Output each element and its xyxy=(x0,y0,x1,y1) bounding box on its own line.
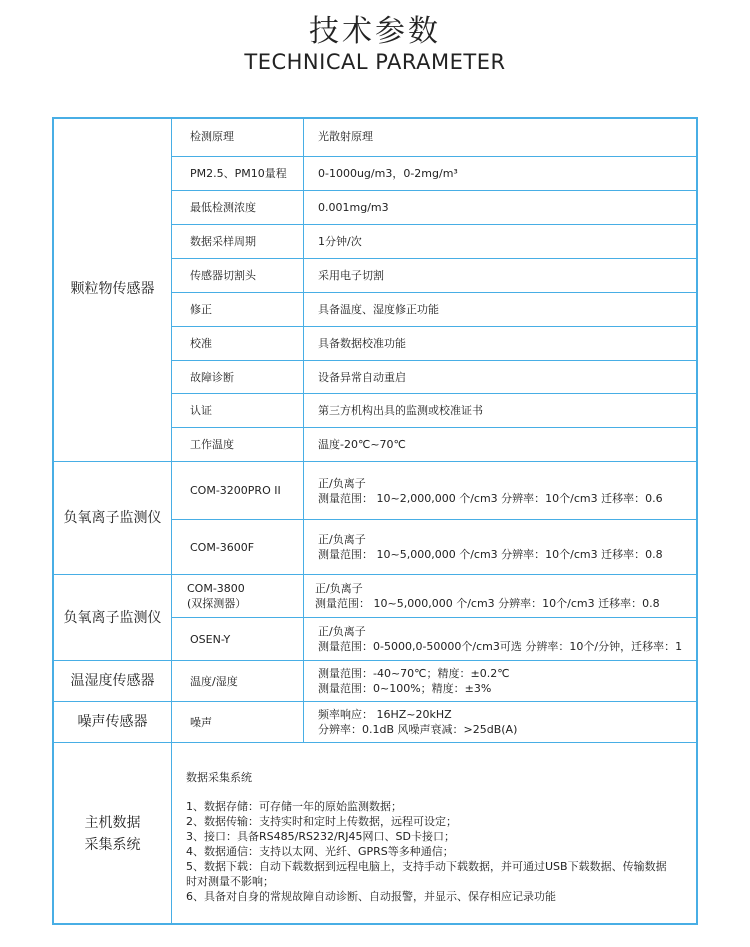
device-model: COM-3800 xyxy=(187,582,245,595)
value-line: 正/负离子 xyxy=(315,582,363,595)
param-name: COM-3600F xyxy=(190,540,255,554)
param-name: COM-3200PRO II xyxy=(190,484,281,497)
host-item: 2、数据传输：支持实时和定时上传数据，远程可设定； xyxy=(186,815,457,828)
param-value xyxy=(318,520,663,574)
param-name: PM2.5、PM10量程 xyxy=(190,167,287,180)
param-value: 光散射原理 xyxy=(318,130,373,143)
category-noise: 噪声传感器 xyxy=(77,714,148,730)
value-line: 测量范围： 10~2,000,000 个/cm3 分辨率：10个/cm3 迁移率：0.6 xyxy=(318,491,663,505)
host-item: 4、数据通信：支持以太网、光纤、GPRS等多种通信； xyxy=(186,845,454,858)
param-value xyxy=(318,661,510,701)
param-name xyxy=(187,575,246,617)
value-line: 正/负离子 xyxy=(318,625,366,638)
host-item: 3、接口：具备RS485/RS232/RJ45网口、SD卡接口； xyxy=(186,830,455,843)
param-name: 校准 xyxy=(190,337,212,350)
page-subtitle: TECHNICAL PARAMETER xyxy=(244,50,506,74)
value-line: 正/负离子 xyxy=(318,533,366,546)
param-value xyxy=(318,618,682,660)
category-host-system xyxy=(54,743,171,925)
param-value xyxy=(318,462,663,519)
param-name: 数据采样周期 xyxy=(190,235,256,248)
param-value: 温度-20℃~70℃ xyxy=(318,438,406,451)
host-item: 6、具备对自身的常规故障自动诊断、自动报警，并显示、保存相应记录功能 xyxy=(186,890,556,903)
param-value: 0-1000ug/m3，0-2mg/m³ xyxy=(318,167,458,180)
value-line: 测量范围：0~100%；精度：±3% xyxy=(318,682,492,695)
param-value: 具备数据校准功能 xyxy=(318,337,406,350)
param-name: 检测原理 xyxy=(190,130,234,143)
value-line: 分辨率：0.1dB 风噪声衰减：>25dB(A) xyxy=(318,723,518,736)
device-note: (双探测器） xyxy=(187,597,247,610)
param-name: 修正 xyxy=(190,303,212,316)
value-line: 测量范围： 10~5,000,000 个/cm3 分辨率：10个/cm3 迁移率：0.8 xyxy=(318,548,663,561)
param-value: 第三方机构出具的监测或校准证书 xyxy=(318,404,483,417)
category-anion-2: 负氧离子监测仪 xyxy=(63,609,162,626)
host-item: 时对测量不影响； xyxy=(186,875,274,888)
param-value: 采用电子切割 xyxy=(318,269,384,282)
param-value: 0.001mg/m3 xyxy=(318,201,389,214)
param-value: 设备异常自动重启 xyxy=(318,370,406,384)
value-line: 测量范围： 10~5,000,000 个/cm3 分辨率：10个/cm3 迁移率：0.8 xyxy=(315,597,660,610)
param-value: 1分钟/次 xyxy=(318,235,362,248)
value-line: 测量范围：0-5000,0-50000个/cm3可选 分辨率：10个/分钟，迁移率：1 xyxy=(318,640,683,653)
param-name: 故障诊断 xyxy=(190,370,234,384)
value-line: 测量范围：-40~70℃；精度：±0.2℃ xyxy=(318,667,510,680)
host-category-line: 主机数据 xyxy=(84,815,141,831)
category-temp-humidity: 温湿度传感器 xyxy=(70,673,155,689)
host-heading: 数据采集系统 xyxy=(186,771,252,784)
host-category-line: 采集系统 xyxy=(84,837,141,853)
page-title: 技术参数 xyxy=(309,14,441,49)
param-value: 具备温度、湿度修正功能 xyxy=(318,303,439,316)
param-name: 认证 xyxy=(190,404,212,417)
host-item: 5、数据下载：自动下载数据到远程电脑上，支持手动下载数据，并可通过USB下载数据、传输数据 xyxy=(186,860,667,873)
category-anion-1: 负氧离子监测仪 xyxy=(63,510,162,526)
category-particle: 颗粒物传感器 xyxy=(70,281,155,297)
value-line: 频率响应： 16HZ~20kHZ xyxy=(318,708,452,721)
param-value xyxy=(318,702,517,742)
value-line: 正/负离子 xyxy=(318,476,366,490)
param-name: OSEN-Y xyxy=(190,632,231,646)
param-value xyxy=(315,575,660,617)
param-name: 传感器切割头 xyxy=(190,269,256,282)
param-name: 温度/湿度 xyxy=(190,674,238,688)
host-item: 1、数据存储：可存储一年的原始监测数据； xyxy=(186,800,402,813)
param-name: 噪声 xyxy=(190,715,212,729)
param-name: 最低检测浓度 xyxy=(190,201,256,214)
param-name: 工作温度 xyxy=(190,438,234,451)
